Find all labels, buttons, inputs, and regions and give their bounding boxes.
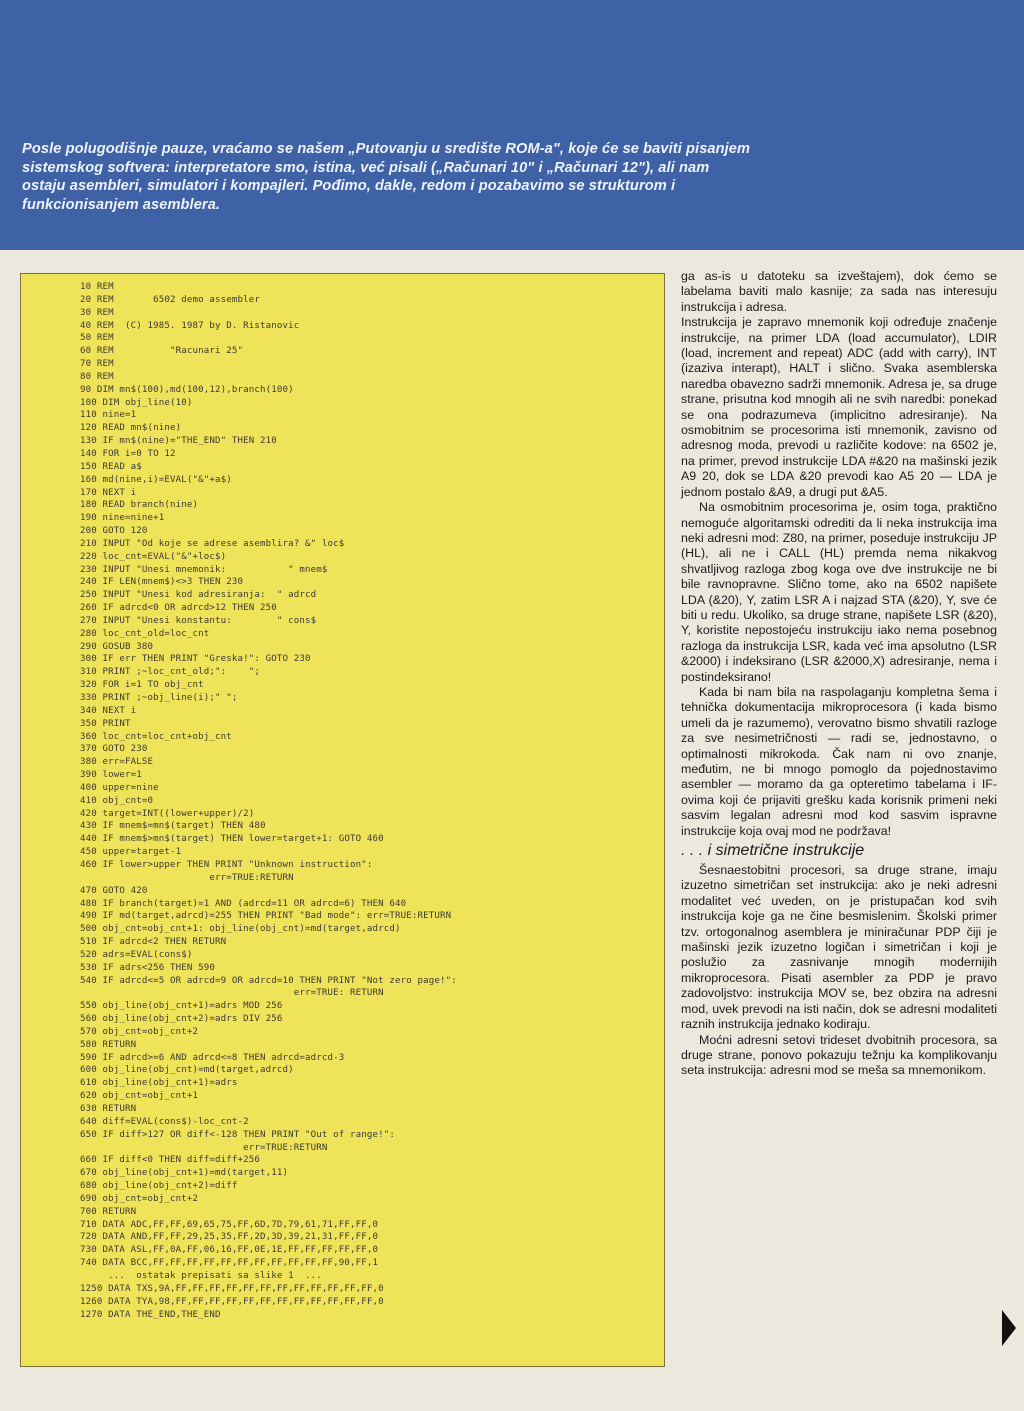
code-line: 640 diff=EVAL(cons$)-loc_cnt-2 bbox=[80, 1116, 249, 1127]
intro-line: ostaju asembleri, simulatori i kompajleri. Pođimo, dakle, redom i pozabavimo se strukturom i bbox=[22, 178, 676, 195]
code-line: 680 obj_line(obj_cnt+2)=diff bbox=[80, 1181, 238, 1192]
code-line: 1250 DATA TXS,9A,FF,FF,FF,FF,FF,FF,FF,FF,FF,FF,FF,FF,0 bbox=[80, 1283, 384, 1294]
section-subheading: . . . i simetrične instrukcije bbox=[681, 842, 865, 860]
code-line: 360 loc_cnt=loc_cnt+obj_cnt bbox=[80, 731, 232, 742]
intro-line: sistemskog softvera: interpretatore smo, istina, već pisali („Računari 10" i „Računari 12"), ali nam bbox=[22, 159, 710, 176]
intro-banner bbox=[0, 0, 1024, 250]
code-line: 320 FOR i=1 TO obj_cnt bbox=[80, 680, 204, 691]
code-line: 1270 DATA THE_END,THE_END bbox=[80, 1309, 221, 1320]
code-line: 250 INPUT "Unesi kod adresiranja: " adrcd bbox=[80, 590, 317, 601]
code-line: 710 DATA ADC,FF,FF,69,65,75,FF,6D,7D,79,61,71,FF,FF,0 bbox=[80, 1219, 379, 1230]
continue-arrow-icon bbox=[1002, 1310, 1016, 1346]
article-paragraph: Kada bi nam bila na raspolaganju kompletna šema i tehnička dokumentacija mikroprocesora (i kada bismo umeli da je razumemo), verovatno bismo shvatili razloge za sve nesimetričnosti — radi se, jednostavno, o optimalnosti mikrokoda. Čak nam ni ovo znanje, međutim, ne bi mnogo pomoglo da pojednostavimo asembler — moramo da ga opteretimo tabelama i IF-ovima koji će prijaviti grešku kada korisnik primeni neki sasvim legalan adresni mod kod sasvim ispravne instrukcije koja ovaj mod ne podržava! bbox=[681, 684, 997, 838]
code-line: 570 obj_cnt=obj_cnt+2 bbox=[80, 1026, 199, 1037]
code-line: 520 adrs=EVAL(cons$) bbox=[80, 949, 193, 960]
article-paragraph: Moćni adresni setovi trideset dvobitnih procesora, sa druge strane, ponovo pokazuju težnju ka komplikovanju seta instrukcija: adresni mod se meša sa mnemonikom. bbox=[681, 1032, 997, 1078]
code-line: 280 loc_cnt_old=loc_cnt bbox=[80, 628, 210, 639]
code-line: 450 upper=target-1 bbox=[80, 847, 182, 858]
code-line: 230 INPUT "Unesi mnemonik: " mnem$ bbox=[80, 564, 328, 575]
code-line: 410 obj_cnt=0 bbox=[80, 795, 154, 806]
code-line: 490 IF md(target,adrcd)=255 THEN PRINT "Bad mode": err=TRUE:RETURN bbox=[80, 911, 452, 922]
code-line: 330 PRINT ;~obj_line(i);" "; bbox=[80, 693, 238, 703]
code-line: 390 lower=1 bbox=[80, 770, 142, 781]
code-line: 340 NEXT i bbox=[80, 705, 137, 716]
code-line: 510 IF adrcd<2 THEN RETURN bbox=[80, 937, 227, 948]
code-line: 60 REM "Racunari 25" bbox=[80, 346, 244, 357]
code-line: 180 READ branch(nine) bbox=[80, 500, 199, 511]
code-line: 1260 DATA TYA,98,FF,FF,FF,FF,FF,FF,FF,FF,FF,FF,FF,FF,0 bbox=[80, 1296, 384, 1307]
intro-line: funkcionisanjem asemblera. bbox=[22, 196, 221, 213]
article-paragraph: Šesnaestobitni procesori, sa druge strane, imaju izuzetno simetričan set instrukcija: ako je neki adresni modalitet već uveden, on je pristupačan kod svih instrukcija koje ga ne čine besmislenim. Školski primer tzv. ortogonalnog asemblera je minirаčunar PDP čiji je mašinski jezik izuzetno logičan i simetričan i koji je poslužio za zasnivanje mnogih modernijih mikroprocesora. Pisati asembler za PDP je pravo zadovoljstvo: instrukcija MOV se, bez obzira na adresni mod, uvek prevodi na isti način, dok se adresni modaliteti raznih instrukcija jednako kodiraju. bbox=[681, 863, 997, 1032]
code-line: 470 GOTO 420 bbox=[80, 885, 148, 896]
code-line: 440 IF mnem$>mn$(target) THEN lower=target+1: GOTO 460 bbox=[80, 834, 384, 845]
code-line: 690 obj_cnt=obj_cnt+2 bbox=[80, 1193, 199, 1204]
code-line: 300 IF err THEN PRINT "Greska!": GOTO 230 bbox=[80, 654, 311, 665]
code-line: 380 err=FALSE bbox=[80, 757, 154, 768]
code-line: 50 REM bbox=[80, 333, 114, 344]
code-line: 80 REM bbox=[80, 371, 114, 382]
code-line: 20 REM 6502 demo assembler bbox=[80, 294, 260, 305]
code-line: 590 IF adrcd>=6 AND adrcd<=8 THEN adrcd=adrcd-3 bbox=[80, 1052, 345, 1063]
code-line: 420 target=INT((lower+upper)/2) bbox=[80, 808, 255, 819]
code-line: 90 DIM mn$(100),md(100,12),branch(100) bbox=[80, 384, 294, 395]
code-line: 600 obj_line(obj_cnt)=md(target,adrcd) bbox=[80, 1065, 294, 1076]
code-line: 700 RETURN bbox=[80, 1206, 137, 1217]
code-line: 260 IF adrcd<0 OR adrcd>12 THEN 250 bbox=[80, 603, 277, 614]
code-line: ... ostatak prepisati sa slike 1 ... bbox=[80, 1270, 322, 1281]
code-line: 220 loc_cnt=EVAL("&"+loc$) bbox=[80, 551, 227, 562]
code-line: 160 md(nine,i)=EVAL("&"+a$) bbox=[80, 474, 232, 485]
code-line: 580 RETURN bbox=[80, 1039, 137, 1050]
code-line: 190 nine=nine+1 bbox=[80, 513, 165, 524]
code-line: 100 DIM obj_line(10) bbox=[80, 397, 193, 408]
code-line: 40 REM (C) 1985. 1987 by D. Ristanovic bbox=[80, 320, 300, 331]
intro-text bbox=[22, 140, 997, 214]
code-line: 70 REM bbox=[80, 359, 114, 370]
code-line: 170 NEXT i bbox=[80, 487, 137, 498]
code-line: 240 IF LEN(mnem$)<>3 THEN 230 bbox=[80, 577, 244, 588]
code-line: 620 obj_cnt=obj_cnt+1 bbox=[80, 1091, 199, 1102]
code-line: 670 obj_line(obj_cnt+1)=md(target,11) bbox=[80, 1168, 289, 1179]
code-line: 130 IF mn$(nine)="THE_END" THEN 210 bbox=[80, 436, 277, 447]
code-line: 400 upper=nine bbox=[80, 782, 159, 793]
code-line: 270 INPUT "Unesi konstantu: " cons$ bbox=[80, 615, 317, 626]
code-line: 630 RETURN bbox=[80, 1104, 137, 1114]
code-line: 730 DATA ASL,FF,0A,FF,06,16,FF,0E,1E,FF,FF,FF,FF,FF,0 bbox=[80, 1245, 379, 1256]
code-line: 10 REM bbox=[80, 282, 114, 292]
code-line: 460 IF lower>upper THEN PRINT "Unknown instruction": bbox=[80, 859, 373, 870]
code-line: 150 READ a$ bbox=[80, 461, 142, 472]
code-line: 660 IF diff<0 THEN diff=diff+256 bbox=[80, 1155, 260, 1166]
code-line: err=TRUE: RETURN bbox=[80, 988, 384, 999]
code-line: 530 IF adrs<256 THEN 590 bbox=[80, 962, 215, 973]
code-line: 120 READ mn$(nine) bbox=[80, 423, 182, 434]
code-line: 210 INPUT "Od koje se adrese asemblira? &" loc$ bbox=[80, 538, 345, 549]
article-column bbox=[681, 269, 997, 1079]
code-line: err=TRUE:RETURN bbox=[80, 1142, 328, 1153]
code-line: 550 obj_line(obj_cnt+1)=adrs MOD 256 bbox=[80, 1001, 283, 1012]
code-line: 610 obj_line(obj_cnt+1)=adrs bbox=[80, 1078, 238, 1089]
code-line: 200 GOTO 120 bbox=[80, 526, 148, 537]
article-paragraph: Na osmobitnim procesorima je, osim toga, praktično nemoguće algoritamski odrediti da li neka instrukcija ima neki adresni mod: Z80, na primer, poseduje instrukciju JP (HL), ali ne i CALL (HL) premda nema nikakvog shvatljivog razloga zbog koga ove dve instrukcije ne bi bile ravnopravne. Slično tome, ako na 6502 napišete LDA (&20), Y, zatim LSR A i najzad STA (&20), Y, sve će biti u redu. Ukoliko, sa druge strane, napišete LSR (&20), Y, koristite nepostojeću instrukciju iako nema posebnog razloga da instrukcija LSR, kada već ima apsolutno (LSR &2000) i indeksirano (LSR &2000,X) adresiranje, nema i postindeksirano! bbox=[681, 500, 997, 684]
code-line: 650 IF diff>127 OR diff<-128 THEN PRINT "Out of range!": bbox=[80, 1129, 395, 1140]
code-line: 480 IF branch(target)=1 AND (adrcd=11 OR adrcd=6) THEN 640 bbox=[80, 898, 407, 909]
code-line: 560 obj_line(obj_cnt+2)=adrs DIV 256 bbox=[80, 1014, 283, 1025]
code-line: 310 PRINT ;~loc_cnt_old;": "; bbox=[80, 667, 260, 678]
article-paragraph: ga as-is u datoteku sa izveštajem), dok ćemo se labelama baviti malo kasnije; za sada nas interesuju instrukcija i adresa. bbox=[681, 269, 997, 314]
code-line: 350 PRINT bbox=[80, 718, 131, 729]
code-line: 370 GOTO 230 bbox=[80, 744, 148, 755]
code-line: 500 obj_cnt=obj_cnt+1: obj_line(obj_cnt)=md(target,adrcd) bbox=[80, 924, 401, 935]
code-line: 290 GOSUB 380 bbox=[80, 641, 154, 652]
code-line: err=TRUE:RETURN bbox=[80, 872, 294, 883]
basic-code-listing bbox=[80, 281, 660, 1321]
code-line: 140 FOR i=0 TO 12 bbox=[80, 448, 176, 459]
code-line: 30 REM bbox=[80, 307, 114, 318]
article-paragraph: Instrukcija je zapravo mnemonik koji određuje značenje instrukcije, na primer LDA (load accumulator), LDIR (load, increment and repeat) ADC (add with carry), INT (izaziva interapt), HALT i slično. Svaka asemblerska naredba obavezno sadrži mnemonik. Adresa je, sa druge strane, prisutna kod mnogih ali ne svih naredbi: ponekad se ona podrazumeva (implicitno adresiranje). Na osmobitnim se procesorima isti mnemonik, zavisno od adresnog moda, prevodi u različite kodove: na 6502 je, na primer, prevod instrukcije LDA #&20 na mašinski jezik A9 20, dok se LDA &20 prevodi kao A5 20 — LDA je jednom postalo &A9, a drugi put &A5. bbox=[681, 315, 997, 499]
code-line: 540 IF adrcd<=5 OR adrcd=9 OR adrcd=10 THEN PRINT "Not zero page!": bbox=[80, 975, 457, 986]
code-line: 430 IF mnem$=mn$(target) THEN 480 bbox=[80, 821, 266, 832]
code-line: 110 nine=1 bbox=[80, 410, 137, 421]
code-line: 740 DATA BCC,FF,FF,FF,FF,FF,FF,FF,FF,FF,FF,FF,90,FF,1 bbox=[80, 1258, 379, 1269]
code-line: 720 DATA AND,FF,FF,29,25,35,FF,2D,3D,39,21,31,FF,FF,0 bbox=[80, 1232, 379, 1243]
intro-line: Posle polugodišnje pauze, vraćamo se našem „Putovanju u središte ROM-a", koje će se baviti pisanjem bbox=[22, 141, 751, 157]
